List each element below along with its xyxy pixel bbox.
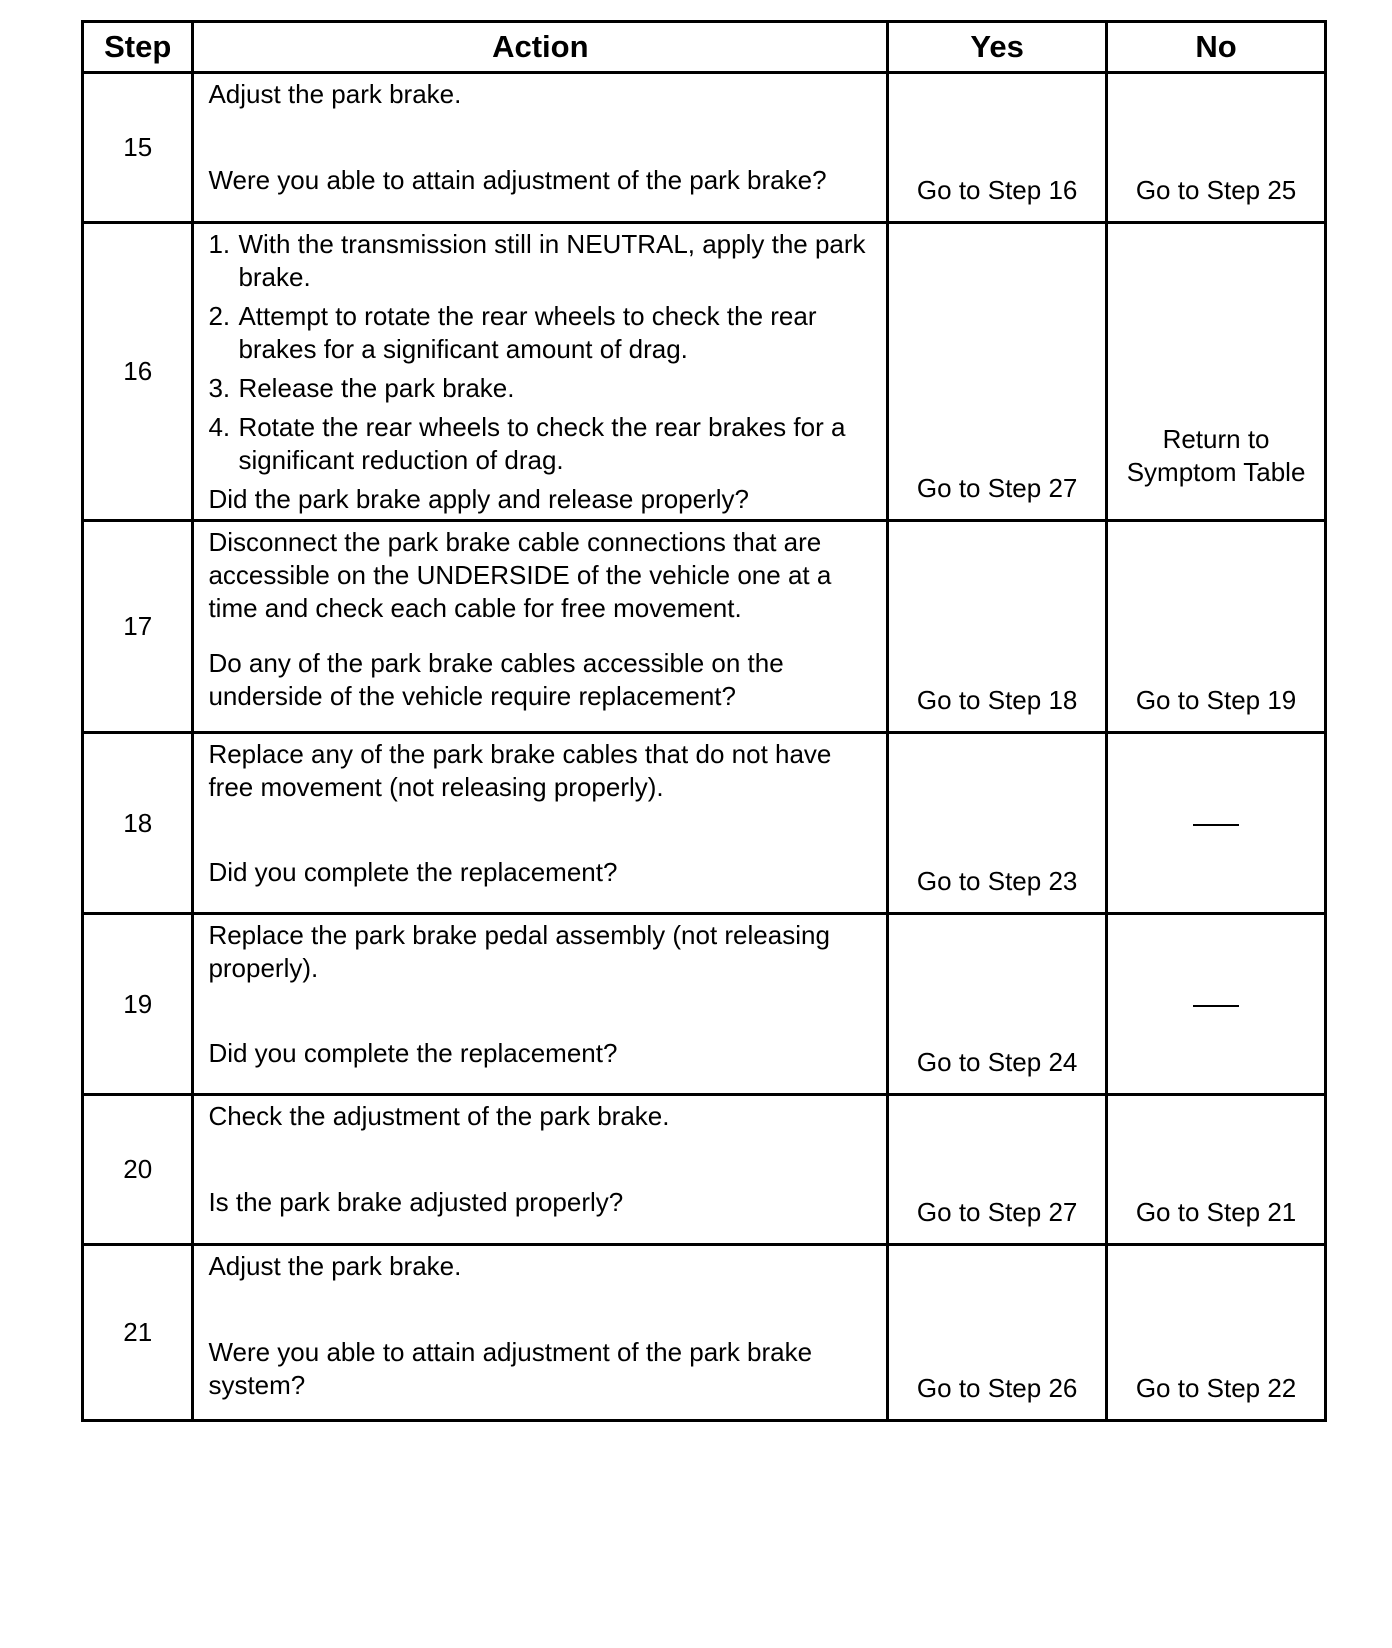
no-cell: Go to Step 19 xyxy=(1107,521,1326,733)
list-item-text: Attempt to rotate the rear wheels to check the rear brakes for a significant amount of drag. xyxy=(238,301,817,364)
table-row xyxy=(83,73,1326,223)
list-item-number: 2. xyxy=(208,301,231,331)
step-number: 16 xyxy=(83,223,193,521)
no-cell: Go to Step 21 xyxy=(1107,1095,1326,1245)
table-row xyxy=(83,1095,1326,1245)
table-row xyxy=(83,521,1326,733)
action-question: Were you able to attain adjustment of the park brake system? xyxy=(208,1337,813,1400)
step-number: 15 xyxy=(83,73,193,223)
list-item-number: 4. xyxy=(208,412,231,442)
no-cell: Go to Step 22 xyxy=(1107,1245,1326,1421)
no-dash xyxy=(1193,1005,1239,1007)
action-instruction: Adjust the park brake. xyxy=(208,79,462,109)
table-row xyxy=(83,1245,1326,1421)
diagnostic-table xyxy=(81,20,1327,1422)
no-cell: Go to Step 25 xyxy=(1107,73,1326,223)
no-dash xyxy=(1193,824,1239,826)
table-row xyxy=(83,733,1326,914)
header-no: No xyxy=(1107,22,1326,73)
action-cell xyxy=(193,914,888,1095)
step-number: 20 xyxy=(83,1095,193,1245)
action-question: Do any of the park brake cables accessible on the underside of the vehicle require replacement? xyxy=(208,648,784,711)
table-row xyxy=(83,914,1326,1095)
list-item-text: Release the park brake. xyxy=(238,373,515,403)
header-action: Action xyxy=(193,22,888,73)
table-row xyxy=(83,223,1326,521)
step-number: 21 xyxy=(83,1245,193,1421)
action-instruction: Check the adjustment of the park brake. xyxy=(208,1101,670,1131)
header-step: Step xyxy=(83,22,193,73)
list-item-text: With the transmission still in NEUTRAL, apply the park brake. xyxy=(238,229,866,292)
action-question: Is the park brake adjusted properly? xyxy=(208,1187,624,1217)
yes-cell: Go to Step 16 xyxy=(888,73,1107,223)
yes-cell: Go to Step 27 xyxy=(888,223,1107,521)
action-question: Did the park brake apply and release properly? xyxy=(208,484,749,514)
step-number: 17 xyxy=(83,521,193,733)
action-cell xyxy=(193,1245,888,1421)
action-cell xyxy=(193,223,888,521)
header-row xyxy=(83,22,1326,73)
action-steps-list xyxy=(208,228,872,477)
step-number: 18 xyxy=(83,733,193,914)
list-item xyxy=(208,300,872,366)
action-cell xyxy=(193,1095,888,1245)
action-instruction: Disconnect the park brake cable connections that are accessible on the UNDERSIDE of the vehicle one at a time and check each cable for free movement. xyxy=(208,527,832,623)
list-item-number: 1. xyxy=(208,229,231,259)
list-item-text: Rotate the rear wheels to check the rear brakes for a significant reduction of drag. xyxy=(238,412,846,475)
header-yes: Yes xyxy=(888,22,1107,73)
action-instruction: Replace any of the park brake cables that do not have free movement (not releasing properly). xyxy=(208,739,832,802)
list-item xyxy=(208,411,872,477)
yes-cell: Go to Step 24 xyxy=(888,914,1107,1095)
yes-cell: Go to Step 26 xyxy=(888,1245,1107,1421)
action-question: Did you complete the replacement? xyxy=(208,1038,618,1068)
action-question: Were you able to attain adjustment of the park brake? xyxy=(208,165,827,195)
action-instruction: Replace the park brake pedal assembly (not releasing properly). xyxy=(208,920,830,983)
no-cell-text: Return to Symptom Table xyxy=(1126,424,1306,487)
yes-cell: Go to Step 27 xyxy=(888,1095,1107,1245)
action-cell xyxy=(193,73,888,223)
yes-cell: Go to Step 18 xyxy=(888,521,1107,733)
step-number: 19 xyxy=(83,914,193,1095)
list-item-number: 3. xyxy=(208,373,231,403)
list-item xyxy=(208,372,872,405)
no-cell xyxy=(1107,733,1326,914)
action-cell xyxy=(193,521,888,733)
yes-cell: Go to Step 23 xyxy=(888,733,1107,914)
list-item xyxy=(208,228,872,294)
action-question: Did you complete the replacement? xyxy=(208,857,618,887)
action-instruction: Adjust the park brake. xyxy=(208,1251,462,1281)
no-cell xyxy=(1107,914,1326,1095)
action-cell xyxy=(193,733,888,914)
no-cell xyxy=(1107,223,1326,521)
